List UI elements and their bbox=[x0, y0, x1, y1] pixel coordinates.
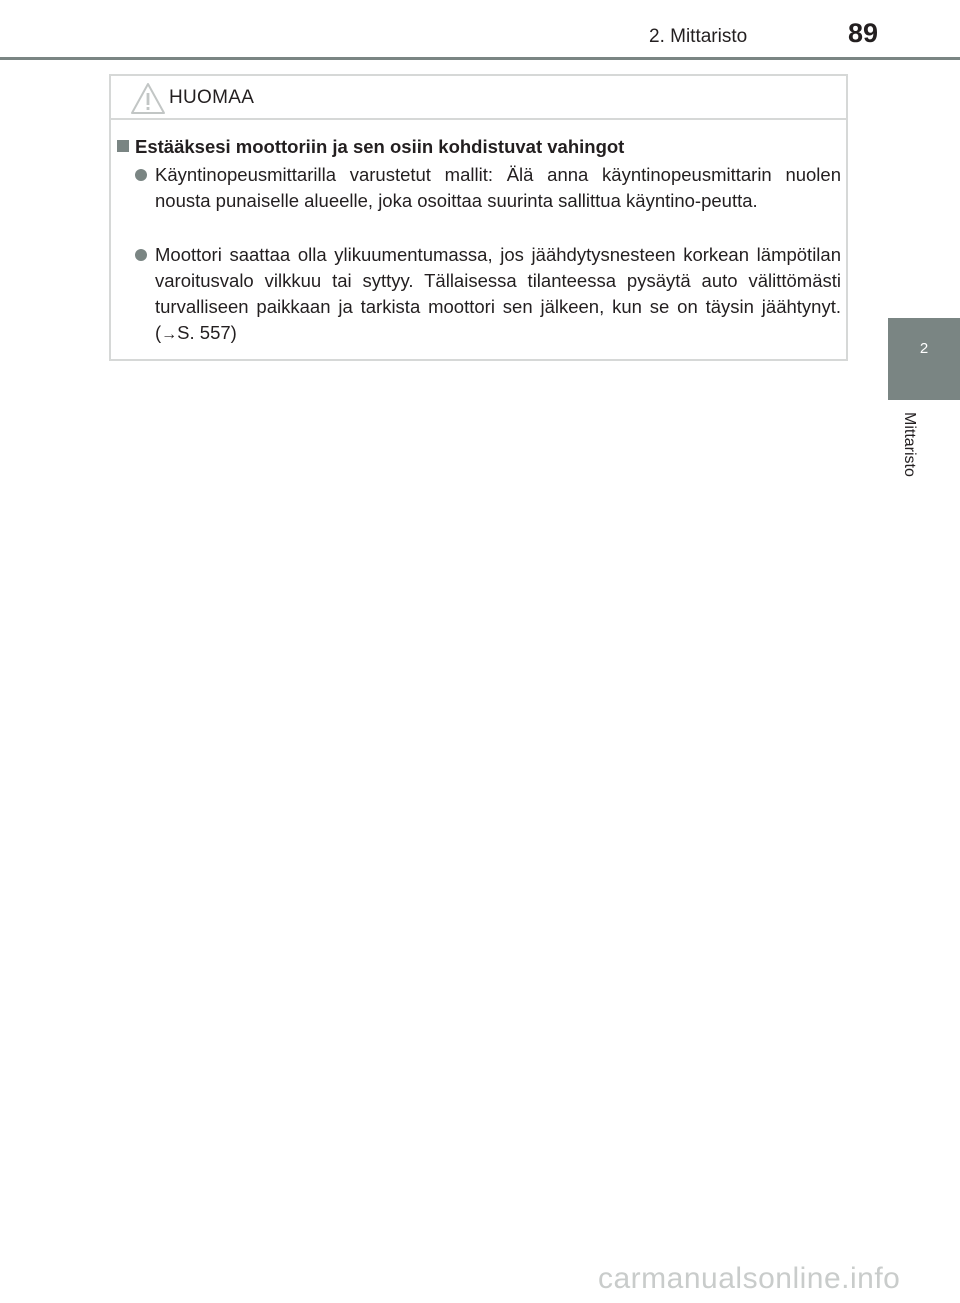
notice-item-text bbox=[155, 242, 841, 348]
notice-item bbox=[135, 162, 841, 214]
notice-title: HUOMAA bbox=[169, 87, 255, 108]
page-number: 89 bbox=[848, 18, 879, 48]
notice-item-text: Käyntinopeusmittarilla varustetut mallit: Älä anna käyntinopeusmittarin nuolen nousta punaiselle alueelle, joka osoittaa suurinta sallittua käyntino-peutta. bbox=[155, 164, 841, 211]
notice-heading bbox=[117, 136, 837, 158]
circle-bullet-icon bbox=[135, 249, 147, 261]
circle-bullet-icon bbox=[135, 169, 147, 181]
notice-item-text-main: Moottori saattaa olla ylikuumentumassa, jos jäähdytysnesteen korkean lämpötilan varoitusvalo vilkkuu tai syttyy. Tällaisessa tilanteessa pysäytä auto välittömästi turvalliseen paikkaan ja tarkista moottori sen jälkeen, kun se on täysin jäähtynyt. ( bbox=[155, 244, 841, 343]
square-bullet-icon bbox=[117, 140, 129, 152]
notice-item bbox=[135, 242, 841, 348]
header-section-title: 2. Mittaristo bbox=[649, 26, 748, 47]
notice-heading-text: Estääksesi moottoriin ja sen osiin kohdistuvat vahingot bbox=[135, 136, 625, 157]
chapter-number: 2 bbox=[919, 340, 929, 357]
notice-header bbox=[111, 76, 846, 120]
page-reference-link[interactable]: S. 557) bbox=[177, 322, 237, 343]
arrow-right-icon: → bbox=[161, 326, 178, 343]
header-divider bbox=[0, 57, 960, 60]
chapter-label: Mittaristo bbox=[901, 412, 918, 477]
watermark: carmanualsonline.info bbox=[598, 1262, 901, 1295]
warning-triangle-icon bbox=[130, 82, 166, 115]
chapter-tab bbox=[888, 318, 960, 400]
notice-box bbox=[109, 74, 848, 361]
